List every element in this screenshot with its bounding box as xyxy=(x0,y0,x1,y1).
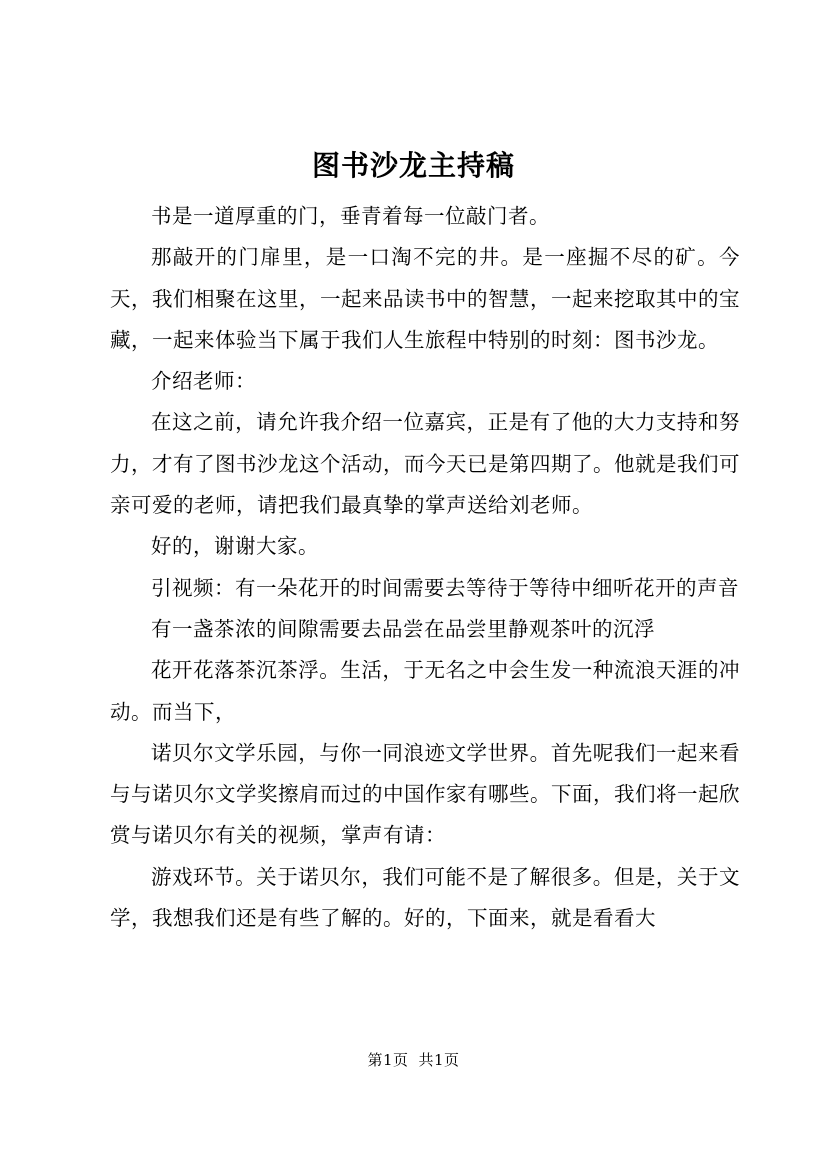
paragraph: 介绍老师： xyxy=(151,369,256,394)
total-pages: 共1页 xyxy=(418,1051,460,1069)
paragraph: 在这之前，请允许我介绍一位嘉宾，正是有了他的大力支持和努力，才有了图书沙龙这个活动，而今天已是第四期了。他就是我们可亲可爱的老师，请把我们最真挚的掌声送给刘老师。 xyxy=(110,410,740,518)
page-footer xyxy=(0,1050,827,1070)
document-title: 图书沙龙主持稿 xyxy=(311,149,515,182)
paragraph: 游戏环节。关于诺贝尔，我们可能不是了解很多。但是，关于文学，我想我们还是有些了解的。好的，下面来，就是看看大 xyxy=(110,864,740,931)
paragraph: 书是一道厚重的门，垂青着每一位敲门者。 xyxy=(151,204,550,228)
paragraph: 花开花落茶沉茶浮。生活，于无名之中会生发一种流浪天涯的冲动。而当下， xyxy=(110,658,740,724)
paragraph: 好的，谢谢大家。 xyxy=(151,534,319,559)
paragraph: 有一盏茶浓的间隙需要去品尝在品尝里静观茶叶的沉浮 xyxy=(151,616,655,641)
page-number: 第1页 xyxy=(367,1051,409,1069)
document-body xyxy=(110,196,740,939)
paragraph: 引视频：有一朵花开的时间需要去等待于等待中细听花开的声音 xyxy=(151,575,739,600)
paragraph: 那敲开的门扉里，是一口淘不完的井。是一座掘不尽的矿。今天，我们相聚在这里，一起来品读书中的智慧，一起来挖取其中的宝藏，一起来体验当下属于我们人生旅程中特别的时刻：图书沙龙。 xyxy=(110,245,740,352)
paragraph: 诺贝尔文学乐园，与你一同浪迹文学世界。首先呢我们一起来看与与诺贝尔文学奖擦肩而过的中国作家有哪些。下面，我们将一起欣赏与诺贝尔有关的视频，掌声有请： xyxy=(110,740,740,848)
